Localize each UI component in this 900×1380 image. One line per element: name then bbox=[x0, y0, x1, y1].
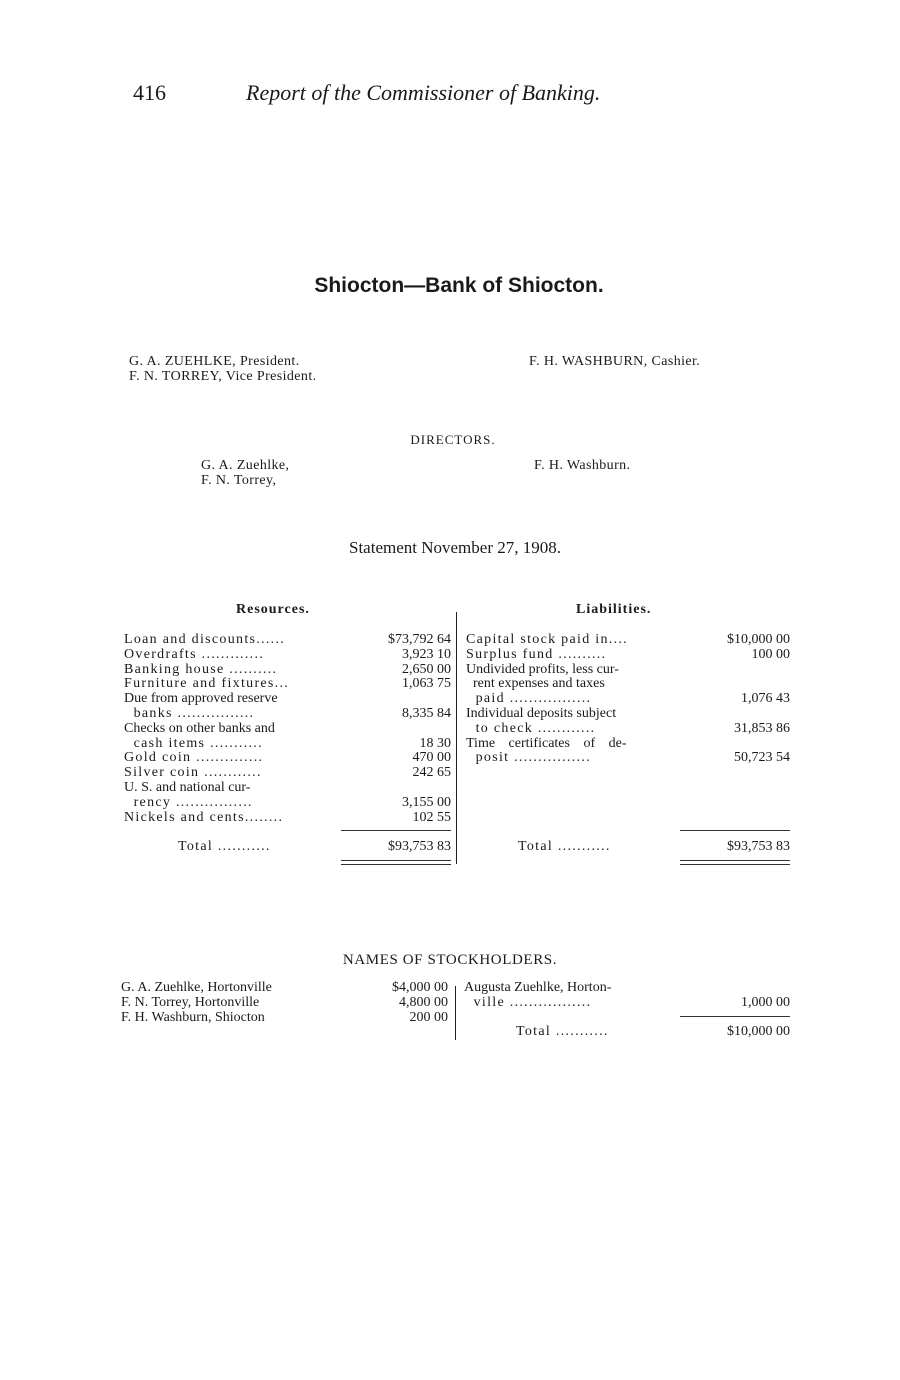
table-row: Banking house .......... 2,650 00 bbox=[124, 661, 451, 677]
stockholders-heading: NAMES OF STOCKHOLDERS. bbox=[342, 952, 558, 968]
table-row: Surplus fund .......... 100 00 bbox=[466, 646, 790, 662]
stockholders-total-amount: $10,000 00 bbox=[727, 1024, 790, 1039]
bank-title: Shiocton—Bank of Shiocton. bbox=[314, 274, 604, 297]
officer-cashier: F. H. WASHBURN, Cashier. bbox=[529, 354, 701, 369]
stockholders-total-rule bbox=[680, 1016, 790, 1017]
table-row: Gold coin .............. 470 00 bbox=[124, 750, 451, 766]
table-row: Undivided profits, less cur- bbox=[466, 661, 619, 677]
table-row: Individual deposits subject bbox=[466, 705, 617, 721]
list-item: ville ................. 1,000 00 bbox=[464, 994, 790, 1010]
director-zuehlke: G. A. Zuehlke, bbox=[201, 458, 290, 473]
table-row: rent expenses and taxes bbox=[466, 676, 605, 692]
table-row: Time certificates of de- bbox=[466, 735, 627, 751]
director-washburn: F. H. Washburn. bbox=[534, 458, 631, 473]
resources-table bbox=[124, 633, 451, 825]
resources-total-amount: $93,753 83 bbox=[388, 839, 451, 854]
list-item: F. N. Torrey, Hortonville 4,800 00 bbox=[121, 994, 448, 1010]
running-title: Report of the Commissioner of Banking. bbox=[246, 80, 601, 105]
stockholders-divider bbox=[455, 986, 456, 1040]
officer-vice-president: F. N. TORREY, Vice President. bbox=[129, 369, 317, 384]
directors-heading: DIRECTORS. bbox=[410, 432, 496, 447]
director-torrey: F. N. Torrey, bbox=[201, 473, 277, 488]
table-row: Capital stock paid in.... $10,000 00 bbox=[466, 632, 790, 647]
list-item: G. A. Zuehlke, Hortonville $4,000 00 bbox=[121, 980, 448, 995]
statement-divider bbox=[456, 612, 457, 864]
table-row: Furniture and fixtures... 1,063 75 bbox=[124, 676, 451, 692]
liabilities-double-rule bbox=[680, 860, 790, 865]
resources-total-rule bbox=[341, 830, 451, 831]
directors-left bbox=[201, 458, 289, 488]
table-row: Overdrafts ............. 3,923 10 bbox=[124, 646, 451, 662]
stockholders-left bbox=[121, 981, 448, 1025]
resources-heading: Resources. bbox=[236, 602, 310, 617]
table-row: Nickels and cents........ 102 55 bbox=[124, 809, 451, 825]
liabilities-heading: Liabilities. bbox=[576, 602, 652, 617]
table-row: Checks on other banks and bbox=[124, 720, 275, 736]
liabilities-total-rule bbox=[680, 830, 790, 831]
officers-left bbox=[129, 354, 317, 384]
statement-title: Statement November 27, 1908. bbox=[349, 538, 561, 557]
resources-total-label: Total ........... bbox=[178, 839, 271, 854]
table-row: rency ................ 3,155 00 bbox=[124, 794, 451, 810]
stockholders-total-row bbox=[516, 1025, 790, 1040]
table-row: to check ............ 31,853 86 bbox=[466, 720, 790, 736]
table-row: posit ................ 50,723 54 bbox=[466, 750, 790, 766]
page-number: 416 bbox=[133, 80, 166, 105]
resources-double-rule bbox=[341, 860, 451, 865]
resources-total-row bbox=[178, 840, 451, 855]
liabilities-table bbox=[466, 633, 790, 766]
list-item: F. H. Washburn, Shiocton 200 00 bbox=[121, 1009, 448, 1025]
table-row: Due from approved reserve bbox=[124, 691, 278, 707]
officer-president: G. A. ZUEHLKE, President. bbox=[129, 354, 300, 369]
table-row: banks ................ 8,335 84 bbox=[124, 705, 451, 721]
stockholders-right bbox=[464, 981, 790, 1011]
stockholders-total-label: Total ........... bbox=[516, 1024, 609, 1039]
list-item: Augusta Zuehlke, Horton- bbox=[464, 980, 612, 995]
liabilities-total-label: Total ........... bbox=[518, 839, 611, 854]
liabilities-total-amount: $93,753 83 bbox=[727, 839, 790, 854]
table-row: Loan and discounts...... $73,792 64 bbox=[124, 632, 451, 647]
table-row: paid ................. 1,076 43 bbox=[466, 691, 790, 707]
table-row: Silver coin ............ 242 65 bbox=[124, 765, 451, 781]
table-row: cash items ........... 18 30 bbox=[124, 735, 451, 751]
table-row: U. S. and national cur- bbox=[124, 779, 251, 795]
liabilities-total-row bbox=[518, 840, 790, 855]
